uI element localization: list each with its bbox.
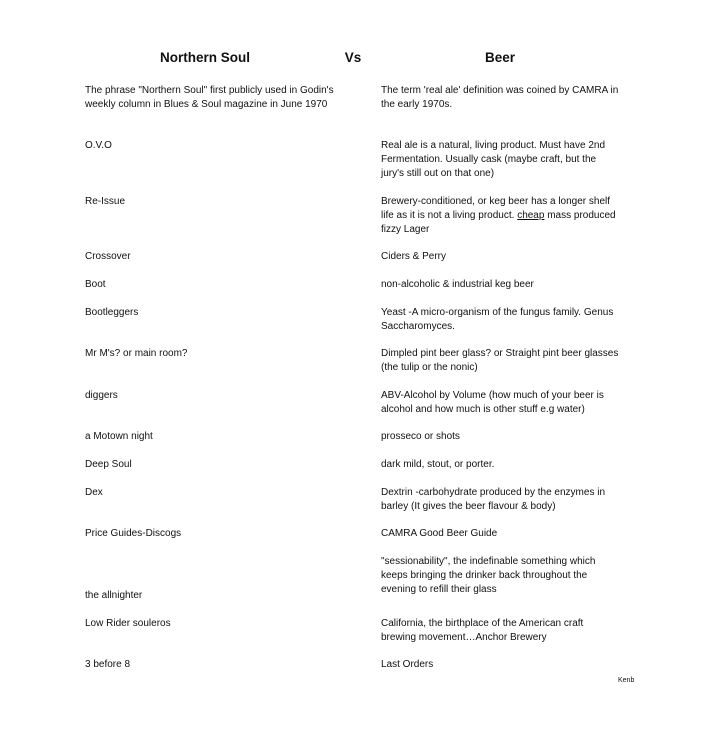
northern-soul-term: 3 before 8 [85,659,131,670]
northern-soul-term: Price Guides-Discogs [85,528,182,539]
beer-term-underlined: cheap [517,210,545,221]
beer-term: The term 'real ale' definition was coined by CAMRA in the early 1970s. [381,85,619,110]
beer-term: Dimpled pint beer glass? or Straight pint beer glasses (the tulip or the nonic) [381,348,619,373]
northern-soul-term: a Motown night [85,431,153,442]
northern-soul-term: Re-Issue [85,196,126,207]
northern-soul-term: O.V.O [85,140,112,151]
beer-term-text: mass produced fizzy Lager [381,210,616,235]
beer-term [381,195,621,237]
beer-term: "sessionability", the indefinable something which keeps bringing the drinker back throughout the evening to refill their glass [381,556,596,595]
northern-soul-term: Crossover [85,251,131,262]
beer-term: Dextrin -carbohydrate produced by the enzymes in barley (It gives the beer flavour & body) [381,487,606,512]
northern-soul-term: Deep Soul [85,459,132,470]
northern-soul-term: Dex [85,487,103,498]
beer-term: Ciders & Perry [381,251,447,262]
beer-term: non-alcoholic & industrial keg beer [381,279,534,290]
header-vs: Vs [344,50,362,65]
beer-term-text: Brewery-conditioned, or keg beer has a longer shelf life as it is not a living product. [381,196,611,221]
beer-term: ABV-Alcohol by Volume (how much of your beer is alcohol and how much is other stuff e.g water) [381,390,604,415]
header-beer: Beer [484,50,516,65]
beer-term: prosseco or shots [381,431,460,442]
northern-soul-term: the allnighter [85,590,143,601]
header-northern-soul: Northern Soul [160,50,250,65]
northern-soul-term: Boot [85,279,106,290]
northern-soul-term: Low Rider souleros [85,618,171,629]
beer-term: CAMRA Good Beer Guide [381,528,498,539]
beer-term: Yeast -A micro-organism of the fungus family. Genus Saccharomyces. [381,307,614,332]
northern-soul-term: The phrase "Northern Soul" first publicly used in Godin's weekly column in Blues & Soul magazine in June 1970 [85,85,334,110]
author-signature: Kenb [618,677,635,684]
beer-term: dark mild, stout, or porter. [381,459,495,470]
beer-term: Real ale is a natural, living product. Must have 2nd Fermentation. Usually cask (maybe craft, but the jury's still out on that one) [381,140,606,179]
northern-soul-term: Mr M's? or main room? [85,348,188,359]
beer-term: California, the birthplace of the American craft brewing movement…Anchor Brewery [381,618,584,643]
northern-soul-term: diggers [85,390,118,401]
beer-term: Last Orders [381,659,434,670]
northern-soul-term: Bootleggers [85,307,139,318]
